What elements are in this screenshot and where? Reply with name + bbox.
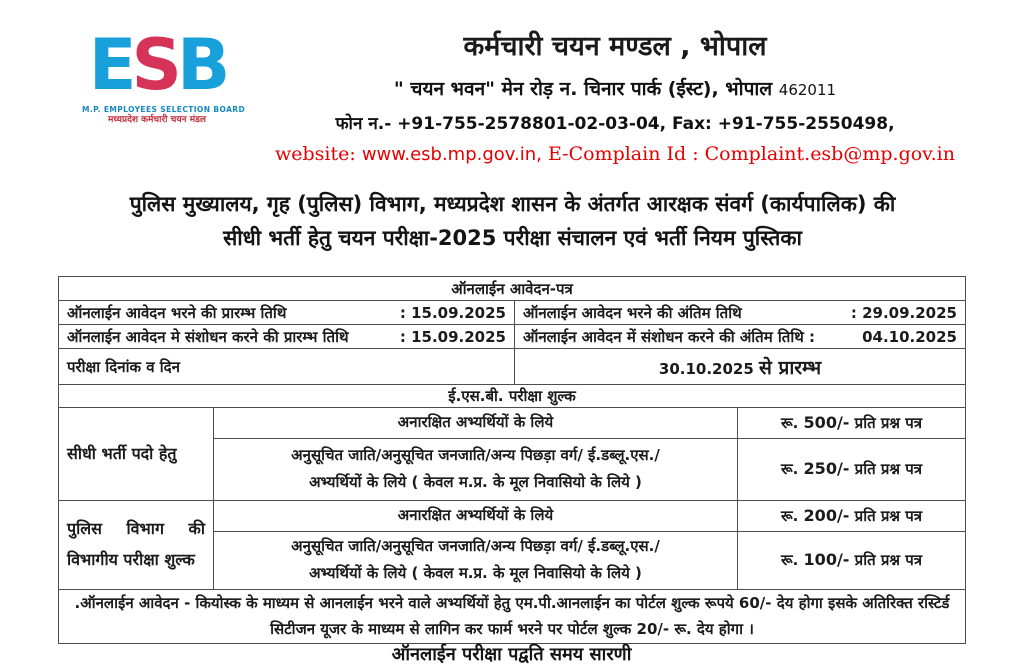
reserved-candidates-cell (214, 438, 738, 500)
application-start-date: : 15.09.2025 (399, 303, 506, 322)
fee-currency: रू. (780, 506, 799, 525)
exam-date-value-cell (515, 349, 966, 385)
notification-title (60, 188, 965, 255)
fee-unit: प्रति प्रश्न पत्र (854, 506, 923, 525)
application-start-label: ऑनलाईन आवेदन भरने की प्रारम्भ तिथि (67, 303, 287, 322)
fee-amount: 500/- (803, 412, 850, 432)
esb-logo-letter-e: E (88, 24, 132, 106)
website-line (245, 143, 985, 165)
fee-amount: 250/- (803, 459, 850, 479)
correction-start-cell (59, 325, 515, 349)
fee-200-cell (738, 500, 966, 531)
phone-fax-line: फोन न.- +91-755-2578801-02-03-04, Fax: +91-755-2550498, (335, 114, 895, 134)
address-pincode: 462011 (778, 81, 837, 99)
application-info-table (58, 276, 966, 644)
exam-date-row (59, 349, 966, 385)
esb-logo-caption-hindi: मध्यप्रदेश कर्मचारी चयन मंडल (108, 114, 206, 125)
reserved-candidates-cell (214, 531, 738, 590)
address-text: " चयन भवन" मेन रोड़ न. चिनार पार्क (ईस्ट), भोपाल (393, 78, 773, 100)
application-end-label: ऑनलाईन आवेदन भरने की अंतिम तिथि (523, 303, 742, 322)
correction-start-date: : 15.09.2025 (399, 327, 506, 346)
fee-currency: रू. (780, 460, 799, 479)
esb-logo-caption-english: M.P. EMPLOYEES SELECTION BOARD (82, 105, 246, 114)
fee-100-cell (738, 531, 966, 590)
ecomplain-id: E-Complain Id : Complaint.esb@mp.gov.in (547, 143, 955, 165)
unreserved-candidates-cell (214, 408, 738, 439)
fee-unit: प्रति प्रश्न पत्र (854, 551, 923, 570)
fee-unit: प्रति प्रश्न पत्र (854, 413, 923, 432)
notification-title-line2: सीधी भर्ती हेतु चयन परीक्षा-2025 परीक्षा संचालन एवं भर्ती नियम पुस्तिका (223, 225, 802, 250)
address-line (245, 75, 985, 101)
application-start-cell (59, 301, 515, 325)
fee-500-cell (738, 408, 966, 439)
direct-recruitment-group-label: सीधी भर्ती पदो हेतु (59, 408, 214, 501)
table-header-cell: ऑनलाईन आवेदन-पत्र (59, 277, 966, 301)
fee-currency: रू. (780, 551, 799, 570)
reserved-candidates-text-line2: अभ्यर्थियों के लिये ( केवल म.प्र. के मूल निवासियो के लिये ) (309, 473, 642, 492)
fee-250-cell (738, 438, 966, 500)
correction-end-label: ऑनलाईन आवेदन में संशोधन करने की अंतिम तिथि : (523, 327, 816, 346)
organization-name: कर्मचारी चयन मण्डल , भोपाल (463, 31, 767, 62)
letterhead (245, 26, 985, 165)
fee-currency: रू. (780, 413, 799, 432)
correction-end-cell (515, 325, 966, 349)
fee-section-header-cell: ई.एस.बी. परीक्षा शुल्क (59, 385, 966, 408)
esb-logo (82, 24, 246, 125)
application-end-date: : 29.09.2025 (850, 303, 957, 322)
fee-unit: प्रति प्रश्न पत्र (854, 460, 923, 479)
direct-recruitment-fee-row-unreserved (59, 408, 966, 439)
portal-fee-note-row (59, 590, 966, 644)
website-url: www.esb.mp.gov.in, (361, 144, 542, 165)
website-label: website: (275, 143, 356, 165)
exam-date-label-cell: परीक्षा दिनांक व दिन (59, 349, 515, 385)
departmental-exam-group-label: पुलिस विभाग की विभागीय परीक्षा शुल्क (59, 500, 214, 589)
correction-start-label: ऑनलाईन आवेदन मे संशोधन करने की प्रारम्भ तिथि (67, 327, 349, 346)
reserved-candidates-text-line1: अनुसूचित जाति/अनुसूचित जनजाति/अन्य पिछड़ा वर्ग/ ई.डब्लू.एस./ (291, 445, 660, 464)
fee-amount: 100/- (803, 550, 850, 570)
departmental-fee-row-unreserved (59, 500, 966, 531)
application-dates-row (59, 301, 966, 325)
esb-logo-letter-b: B (176, 24, 226, 106)
exam-start-date: 30.10.2025 (658, 359, 754, 378)
unreserved-candidates-cell (214, 500, 738, 531)
unreserved-candidates-text: अनारक्षित अभ्यर्थियों के लिये (397, 505, 554, 524)
portal-fee-note: .ऑनलाईन आवेदन - कियोस्क के माध्यम से आनलाईन भरने वाले अभ्यर्थियों हेतु एम.पी.आनलाईन का पोर्टल शुल्क रूपये 60/- देय होगा इसके अतिरिक्त रस्टिर्ड सिटीजन यूजर के माध्यम से लागिन कर फार्म भरने पर पोर्टल शुल्क 20/- रू. देय होगा । (59, 590, 966, 644)
fee-amount: 200/- (803, 505, 850, 525)
esb-logo-letter-s: S (131, 24, 177, 106)
online-exam-schedule-caption: ऑनलाईन परीक्षा पद्वति समय सारणी (391, 644, 632, 665)
reserved-candidates-text-line2: अभ्यर्थियों के लिये ( केवल म.प्र. के मूल निवासियो के लिये ) (309, 564, 642, 583)
fee-section-header-row (59, 385, 966, 408)
unreserved-candidates-text: अनारक्षित अभ्यर्थियों के लिये (397, 413, 554, 431)
esb-logo-letters (82, 24, 232, 106)
table-header-row (59, 277, 966, 301)
reserved-candidates-text-line1: अनुसूचित जाति/अनुसूचित जनजाति/अन्य पिछड़ा वर्ग/ ई.डब्लू.एस./ (291, 536, 660, 555)
correction-dates-row (59, 325, 966, 349)
application-end-cell (515, 301, 966, 325)
notification-title-line1: पुलिस मुख्यालय, गृह (पुलिस) विभाग, मध्यप्रदेश शासन के अंतर्गत आरक्षक संवर्ग (कार्यपालिक) की (129, 192, 896, 216)
exam-start-suffix: से प्रारम्भ (759, 356, 822, 379)
correction-end-date: 04.10.2025 (862, 327, 957, 346)
